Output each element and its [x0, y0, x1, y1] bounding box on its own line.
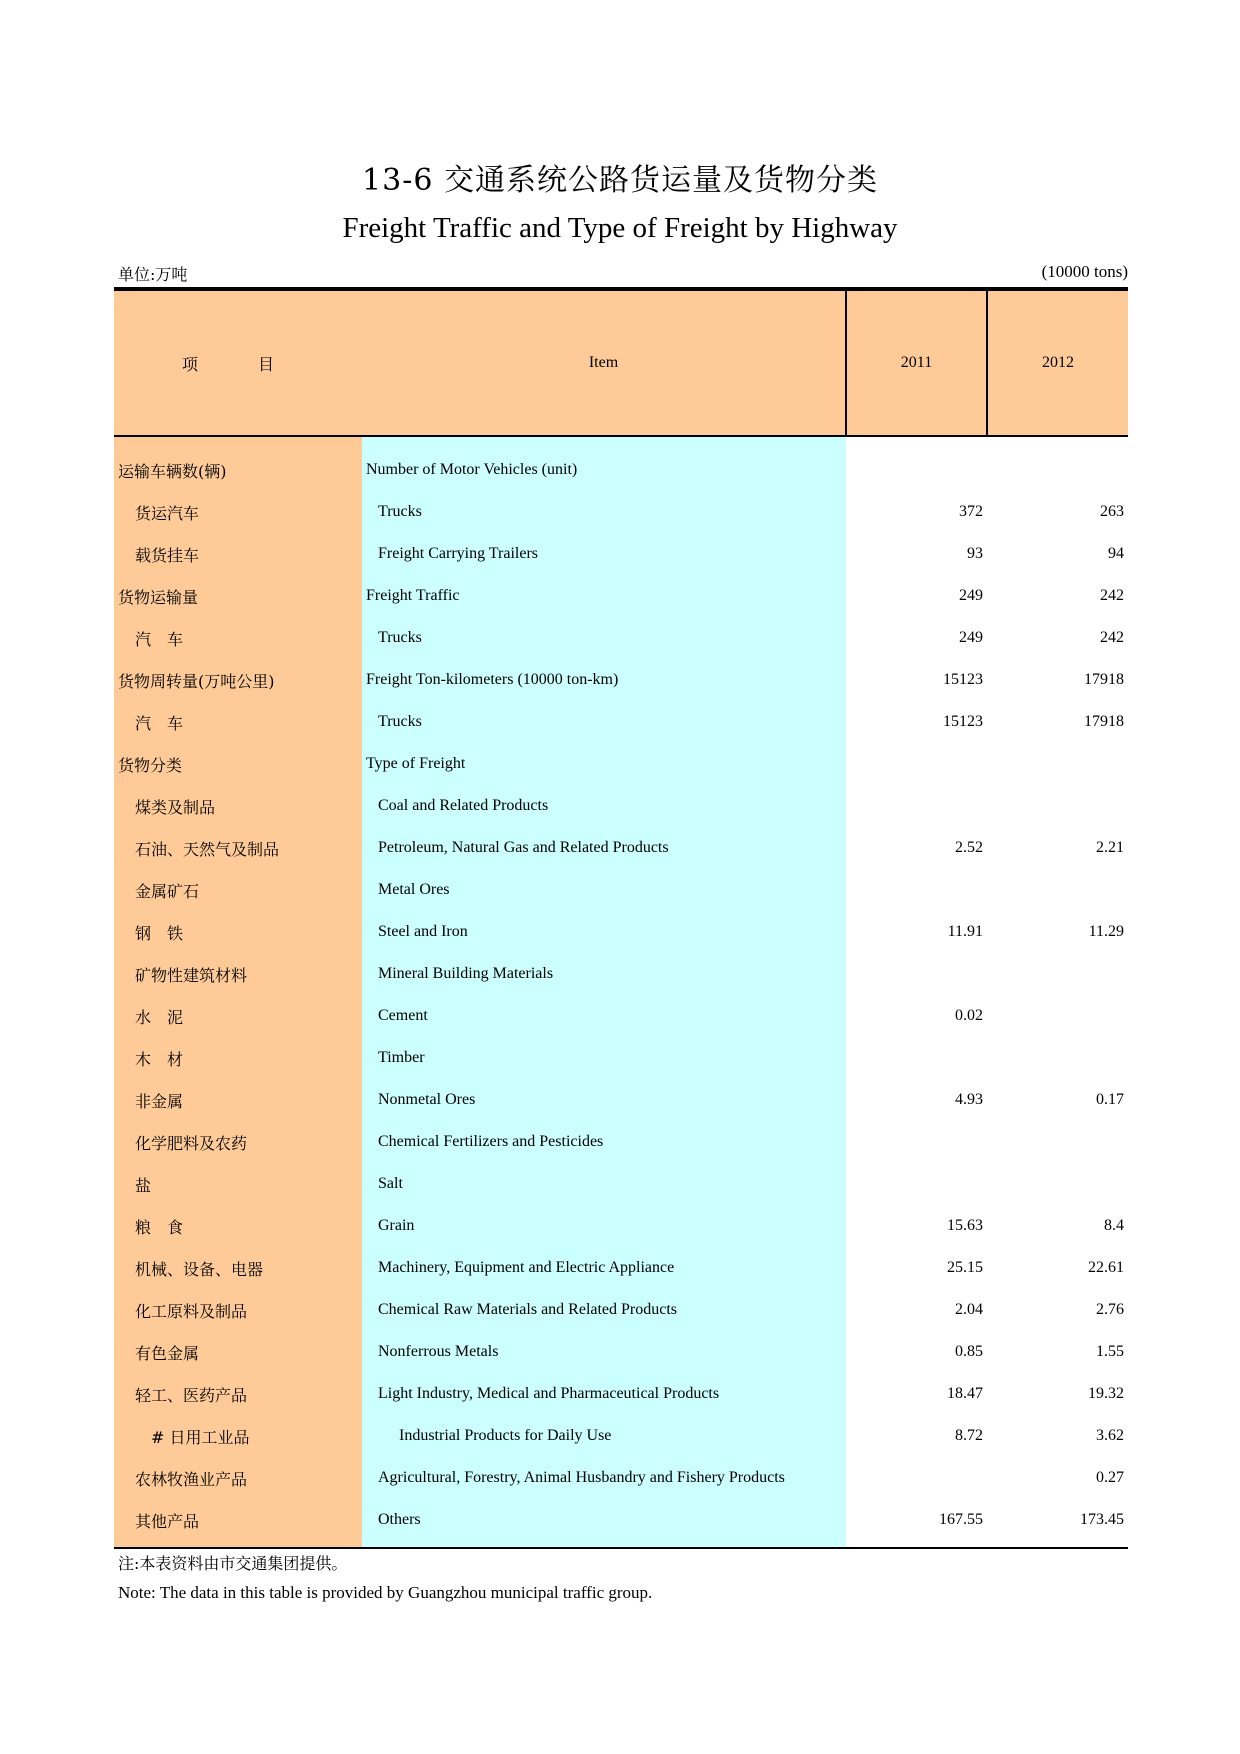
cell-value-2012: 8.4	[1104, 1217, 1124, 1234]
cell-value-2011	[846, 743, 987, 785]
cell-value-2012	[987, 869, 1128, 911]
cell-value-2011	[846, 785, 987, 827]
cell-item-en: Nonmetal Ores	[362, 1079, 846, 1121]
cell-item-cn: 钢 铁	[114, 911, 362, 953]
cell-item-cn: # 日用工业品	[114, 1415, 362, 1457]
cell-item-cn: 矿物性建筑材料	[114, 953, 362, 995]
cell-item-en: Light Industry, Medical and Pharmaceutical Products	[362, 1373, 846, 1415]
page-title-cn: 13-6 交通系统公路货运量及货物分类	[362, 163, 878, 198]
unit-label-en: (10000 tons)	[1041, 262, 1128, 281]
header-item-en: Item	[362, 289, 846, 436]
cell-item-cn: 轻工、医药产品	[114, 1373, 362, 1415]
cell-item-en: Industrial Products for Daily Use	[362, 1415, 846, 1457]
table-header-row	[114, 289, 1128, 436]
cell-item-en: Freight Carrying Trailers	[362, 533, 846, 575]
cell-item-en: Mineral Building Materials	[362, 953, 846, 995]
table-row	[114, 1415, 1128, 1457]
table-row	[114, 1331, 1128, 1373]
cell-value-2011: 11.91	[947, 923, 983, 940]
cell-item-en: Timber	[362, 1037, 846, 1079]
cell-value-2012: 94	[1108, 545, 1124, 562]
cell-value-2011: 0.85	[955, 1343, 983, 1360]
cell-item-en: Steel and Iron	[362, 911, 846, 953]
table-row	[114, 1457, 1128, 1499]
table-row	[114, 701, 1128, 743]
cell-item-en: Machinery, Equipment and Electric Appliance	[362, 1247, 846, 1289]
cell-item-en: Agricultural, Forestry, Animal Husbandry and Fishery Products	[362, 1457, 846, 1499]
cell-value-2012: 2.76	[1096, 1301, 1124, 1318]
cell-item-en: Freight Ton-kilometers (10000 ton-km)	[362, 659, 846, 701]
cell-value-2011	[846, 1037, 987, 1079]
cell-item-cn: 木 材	[114, 1037, 362, 1079]
cell-value-2012: 19.32	[1088, 1385, 1124, 1402]
cell-item-cn: 粮 食	[114, 1205, 362, 1247]
table-row	[114, 436, 1128, 491]
table-row	[114, 1163, 1128, 1205]
cell-value-2011: 15123	[943, 713, 983, 730]
table-row	[114, 1499, 1128, 1548]
cell-item-en: Number of Motor Vehicles (unit)	[362, 436, 846, 491]
header-year-2012: 2012	[987, 289, 1128, 436]
table-row	[114, 491, 1128, 533]
cell-value-2011	[846, 1457, 987, 1499]
table-row	[114, 1289, 1128, 1331]
cell-item-cn: 煤类及制品	[114, 785, 362, 827]
cell-item-cn: 水 泥	[114, 995, 362, 1037]
cell-item-en: Trucks	[362, 617, 846, 659]
header-year-2011: 2011	[846, 289, 987, 436]
cell-value-2012: 242	[1100, 587, 1124, 604]
cell-item-en: Coal and Related Products	[362, 785, 846, 827]
cell-value-2012	[987, 436, 1128, 491]
cell-value-2012: 17918	[1084, 713, 1124, 730]
cell-item-en: Grain	[362, 1205, 846, 1247]
cell-value-2011: 0.02	[955, 1007, 983, 1024]
footnote-en: Note: The data in this table is provided by Guangzhou municipal traffic group.	[118, 1583, 653, 1602]
cell-value-2011: 249	[959, 629, 983, 646]
cell-value-2012: 0.17	[1096, 1091, 1124, 1108]
cell-value-2012: 242	[1100, 629, 1124, 646]
cell-value-2012: 22.61	[1088, 1259, 1124, 1276]
table-body	[114, 436, 1128, 1548]
cell-item-cn: 载货挂车	[114, 533, 362, 575]
cell-value-2011: 2.04	[955, 1301, 983, 1318]
table-row	[114, 533, 1128, 575]
cell-value-2012: 2.21	[1096, 839, 1124, 856]
cell-value-2011: 25.15	[947, 1259, 983, 1276]
cell-item-en: Chemical Fertilizers and Pesticides	[362, 1121, 846, 1163]
freight-table	[114, 287, 1128, 1549]
cell-value-2012	[987, 1121, 1128, 1163]
cell-item-en: Trucks	[362, 701, 846, 743]
cell-item-en: Chemical Raw Materials and Related Products	[362, 1289, 846, 1331]
cell-value-2011: 8.72	[955, 1427, 983, 1444]
table-row	[114, 659, 1128, 701]
cell-value-2011: 93	[967, 545, 983, 562]
unit-label-cn: 单位:万吨	[118, 265, 188, 284]
table-row	[114, 575, 1128, 617]
cell-value-2012	[987, 1163, 1128, 1205]
cell-item-en: Freight Traffic	[362, 575, 846, 617]
cell-item-cn: 其他产品	[114, 1499, 362, 1548]
table-row	[114, 1121, 1128, 1163]
table-row	[114, 1037, 1128, 1079]
table-row	[114, 869, 1128, 911]
cell-item-cn: 非金属	[114, 1079, 362, 1121]
table-row	[114, 743, 1128, 785]
cell-item-cn: 盐	[114, 1163, 362, 1205]
footnote-cn: 注:本表资料由市交通集团提供。	[118, 1554, 348, 1573]
cell-value-2011	[846, 1121, 987, 1163]
table-row	[114, 785, 1128, 827]
cell-value-2012	[987, 953, 1128, 995]
cell-item-en: Cement	[362, 995, 846, 1037]
cell-value-2011: 167.55	[846, 1499, 987, 1548]
cell-value-2011: 4.93	[955, 1091, 983, 1108]
cell-value-2012: 173.45	[987, 1499, 1128, 1548]
cell-value-2012: 263	[1100, 503, 1124, 520]
cell-value-2011: 249	[959, 587, 983, 604]
header-item-cn: 项 目	[114, 289, 362, 436]
cell-item-en: Trucks	[362, 491, 846, 533]
table-row	[114, 1205, 1128, 1247]
cell-value-2012	[987, 743, 1128, 785]
cell-item-cn: 有色金属	[114, 1331, 362, 1373]
cell-item-cn: 货物分类	[114, 743, 362, 785]
cell-value-2011	[846, 869, 987, 911]
cell-value-2011: 18.47	[947, 1385, 983, 1402]
cell-item-en: Petroleum, Natural Gas and Related Products	[362, 827, 846, 869]
table-row	[114, 995, 1128, 1037]
cell-item-cn: 运输车辆数(辆)	[114, 436, 362, 491]
cell-item-en: Metal Ores	[362, 869, 846, 911]
cell-item-en: Salt	[362, 1163, 846, 1205]
cell-value-2011: 15.63	[947, 1217, 983, 1234]
cell-item-cn: 化学肥料及农药	[114, 1121, 362, 1163]
cell-value-2012: 17918	[1084, 671, 1124, 688]
cell-value-2011	[846, 1163, 987, 1205]
cell-value-2012	[987, 785, 1128, 827]
cell-value-2012: 3.62	[1096, 1427, 1124, 1444]
cell-value-2011: 372	[959, 503, 983, 520]
cell-item-en: Nonferrous Metals	[362, 1331, 846, 1373]
table-row	[114, 911, 1128, 953]
cell-item-cn: 机械、设备、电器	[114, 1247, 362, 1289]
table-row	[114, 1247, 1128, 1289]
cell-value-2011: 2.52	[955, 839, 983, 856]
cell-item-cn: 货物运输量	[114, 575, 362, 617]
table-row	[114, 617, 1128, 659]
cell-value-2012	[987, 1037, 1128, 1079]
table-row	[114, 1079, 1128, 1121]
cell-value-2012: 0.27	[1096, 1469, 1124, 1486]
table-row	[114, 1373, 1128, 1415]
cell-item-cn: 汽 车	[114, 701, 362, 743]
cell-value-2012: 1.55	[1096, 1343, 1124, 1360]
table-row	[114, 827, 1128, 869]
cell-value-2011: 15123	[943, 671, 983, 688]
cell-item-en: Others	[362, 1499, 846, 1548]
cell-item-cn: 金属矿石	[114, 869, 362, 911]
cell-item-cn: 汽 车	[114, 617, 362, 659]
table-row	[114, 953, 1128, 995]
cell-value-2011	[846, 436, 987, 491]
cell-item-en: Type of Freight	[362, 743, 846, 785]
cell-item-cn: 货运汽车	[114, 491, 362, 533]
cell-item-cn: 农林牧渔业产品	[114, 1457, 362, 1499]
cell-value-2012	[987, 995, 1128, 1037]
page-title-en: Freight Traffic and Type of Freight by Highway	[342, 212, 898, 244]
cell-item-cn: 石油、天然气及制品	[114, 827, 362, 869]
cell-value-2011	[846, 953, 987, 995]
cell-item-cn: 化工原料及制品	[114, 1289, 362, 1331]
cell-value-2012: 11.29	[1088, 923, 1124, 940]
freight-table-container	[114, 287, 1128, 1549]
cell-item-cn: 货物周转量(万吨公里)	[114, 659, 362, 701]
